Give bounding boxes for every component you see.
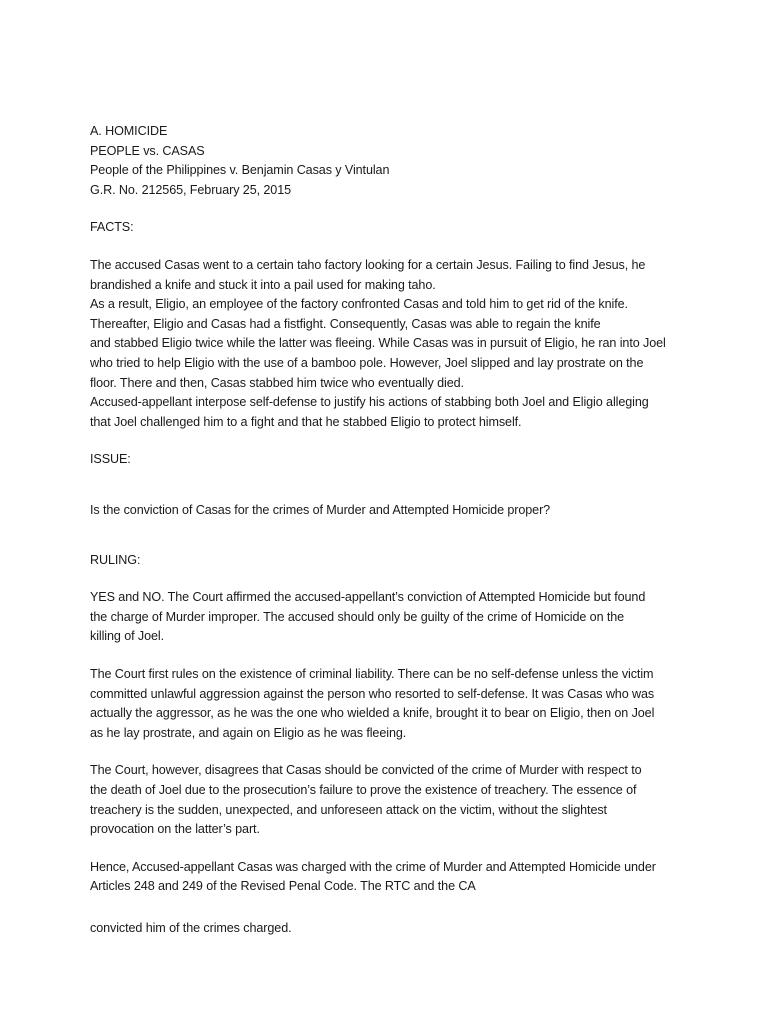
ruling-line: the death of Joel due to the prosecution’s failure to prove the existence of treachery. The essence of [90, 783, 637, 798]
ruling-paragraph-1 [90, 588, 690, 647]
facts-line: brandished a knife and stuck it into a pail used for making taho. [90, 277, 436, 292]
ruling-paragraph-2 [90, 665, 690, 743]
ruling-line: killing of Joel. [90, 629, 164, 644]
ruling-paragraph-5 [90, 919, 690, 939]
facts-line: and stabbed Eligio twice while the latter was fleeing. While Casas was in pursuit of Eligio, he ran into Joel [90, 336, 666, 351]
case-citation: G.R. No. 212565, February 25, 2015 [90, 182, 292, 197]
ruling-line: provocation on the latter’s part. [90, 822, 260, 837]
ruling-line: as he lay prostrate, and again on Eligio as he was fleeing. [90, 725, 407, 740]
section-heading: A. HOMICIDE [90, 124, 168, 138]
ruling-line: actually the aggressor, as he was the one who wielded a knife, brought it to bear on Eligio, then on Joel [90, 706, 655, 721]
facts-line: floor. There and then, Casas stabbed him twice who eventually died. [90, 375, 464, 390]
ruling-line: treachery is the sudden, unexpected, and unforeseen attack on the victim, without the slightest [90, 802, 607, 817]
ruling-line: The Court, however, disagrees that Casas should be convicted of the crime of Murder with respect to [90, 763, 642, 778]
ruling-paragraph-3 [90, 761, 690, 839]
ruling-line: Articles 248 and 249 of the Revised Penal Code. The RTC and the CA [90, 879, 476, 894]
facts-line: Thereafter, Eligio and Casas had a fistfight. Consequently, Casas was able to regain the knife [90, 316, 601, 331]
facts-line: who tried to help Eligio with the use of a bamboo pole. However, Joel slipped and lay prostrate on the [90, 355, 644, 370]
document-page [90, 122, 690, 939]
ruling-line: the charge of Murder improper. The accused should only be guilty of the crime of Homicide on the [90, 609, 625, 624]
facts-label: FACTS: [90, 220, 134, 235]
facts-line: that Joel challenged him to a fight and that he stabbed Eligio to protect himself. [90, 414, 522, 429]
issue-text: Is the conviction of Casas for the crimes of Murder and Attempted Homicide proper? [90, 502, 551, 517]
ruling-line: The Court first rules on the existence of criminal liability. There can be no self-defense unless the victim [90, 667, 654, 682]
ruling-line: Hence, Accused-appellant Casas was charged with the crime of Murder and Attempted Homicide under [90, 859, 656, 874]
ruling-line: YES and NO. The Court affirmed the accused-appellant’s conviction of Attempted Homicide but found [90, 590, 646, 605]
case-header [90, 122, 690, 200]
ruling-line: convicted him of the crimes charged. [90, 921, 292, 935]
case-full-title: People of the Philippines v. Benjamin Casas y Vintulan [90, 163, 390, 178]
case-short-title: PEOPLE vs. CASAS [90, 143, 205, 158]
facts-line: As a result, Eligio, an employee of the factory confronted Casas and told him to get rid of the knife. [90, 297, 628, 312]
facts-line: The accused Casas went to a certain taho factory looking for a certain Jesus. Failing to find Jesus, he [90, 257, 646, 272]
facts-line: Accused-appellant interpose self-defense to justify his actions of stabbing both Joel and Eligio alleging [90, 395, 649, 410]
facts-paragraph [90, 256, 690, 432]
ruling-paragraph-4 [90, 858, 690, 897]
issue-label: ISSUE: [90, 452, 131, 467]
ruling-line: committed unlawful aggression against the person who resorted to self-defense. It was Casas who was [90, 686, 655, 701]
ruling-label: RULING: [90, 552, 141, 567]
